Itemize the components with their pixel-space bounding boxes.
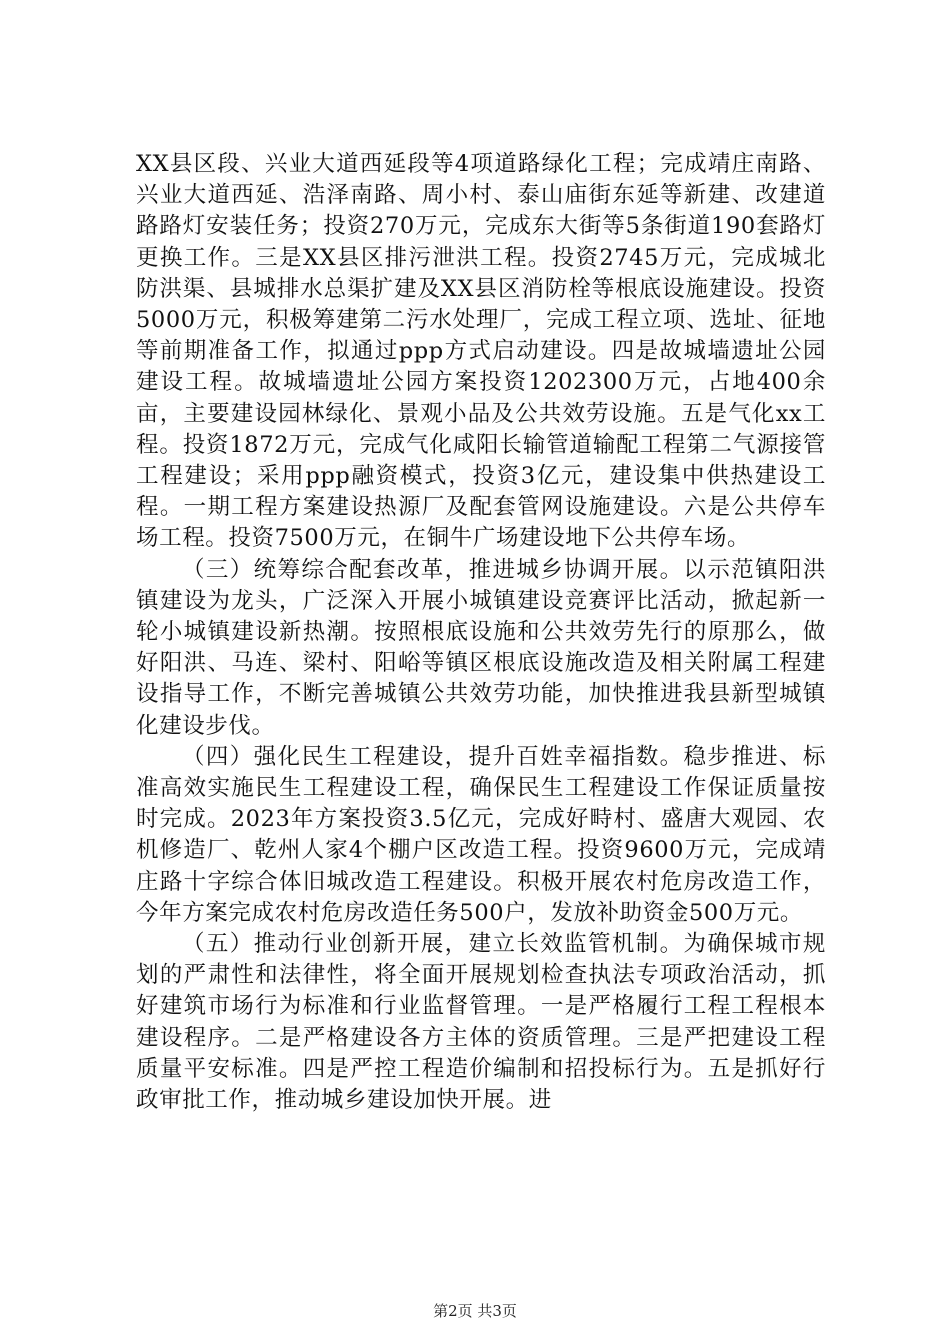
page-footer: 第2页 共3页	[433, 1302, 517, 1320]
paragraph-1: XX县区段、兴业大道西延段等4项道路绿化工程；完成靖庄南路、兴业大道西延、浩泽南路、周小村、泰山庙街东延等新建、改建道路路灯安装任务；投资270万元，完成东大街等5条街道190套路灯更换工作。三是XX县区排污泄洪工程。投资2745万元，完成城北防洪渠、县城排水总渠扩建及XX县区消防栓等根底设施建设。投资5000万元，积极筹建第二污水处理厂，完成工程立项、选址、征地等前期准备工作，拟通过ppp方式启动建设。四是故城墙遗址公园建设工程。故城墙遗址公园方案投资1202300万元，占地400余亩，主要建设园林绿化、景观小品及公共效劳设施。五是气化xx工程。投资1872万元，完成气化咸阳长输管道输配工程第二气源接管工程建设；采用ppp融资模式，投资3亿元，建设集中供热建设工程。一期工程方案建设热源厂及配套管网设施建设。六是公共停车场工程。投资7500万元，在铜牛广场建设地下公共停车场。	[136, 151, 826, 552]
paragraph-4: （五）推动行业创新开展，建立长效监管机制。为确保城市规划的严肃性和法律性，将全面开展规划检查执法专项政治活动，抓好建筑市场行为标准和行业监督管理。一是严格履行工程工程根本建设程序。二是严格建设各方主体的资质管理。三是严把建设工程质量平安标准。四是严控工程造价编制和招投标行为。五是抓好行政审批工作，推动城乡建设加快开展。进	[136, 931, 826, 1114]
paragraph-3: （四）强化民生工程建设，提升百姓幸福指数。稳步推进、标准高效实施民生工程建设工程，确保民生工程建设工作保证质量按时完成。2023年方案投资3.5亿元，完成好畤村、盛唐大观园、农机修造厂、乾州人家4个棚户区改造工程。投资9600万元，完成靖庄路十字综合体旧城改造工程建设。积极开展农村危房改造工作，今年方案完成农村危房改造任务500户，发放补助资金500万元。	[136, 743, 826, 926]
document-body	[136, 149, 826, 1116]
paragraph-2: （三）统筹综合配套改革，推进城乡协调开展。以示范镇阳洪镇建设为龙头，广泛深入开展小城镇建设竞赛评比活动，掀起新一轮小城镇建设新热潮。按照根底设施和公共效劳先行的原那么，做好阳洪、马连、梁村、阳峪等镇区根底设施改造及相关附属工程建设指导工作，不断完善城镇公共效劳功能，加快推进我县新型城镇化建设步伐。	[136, 556, 826, 739]
